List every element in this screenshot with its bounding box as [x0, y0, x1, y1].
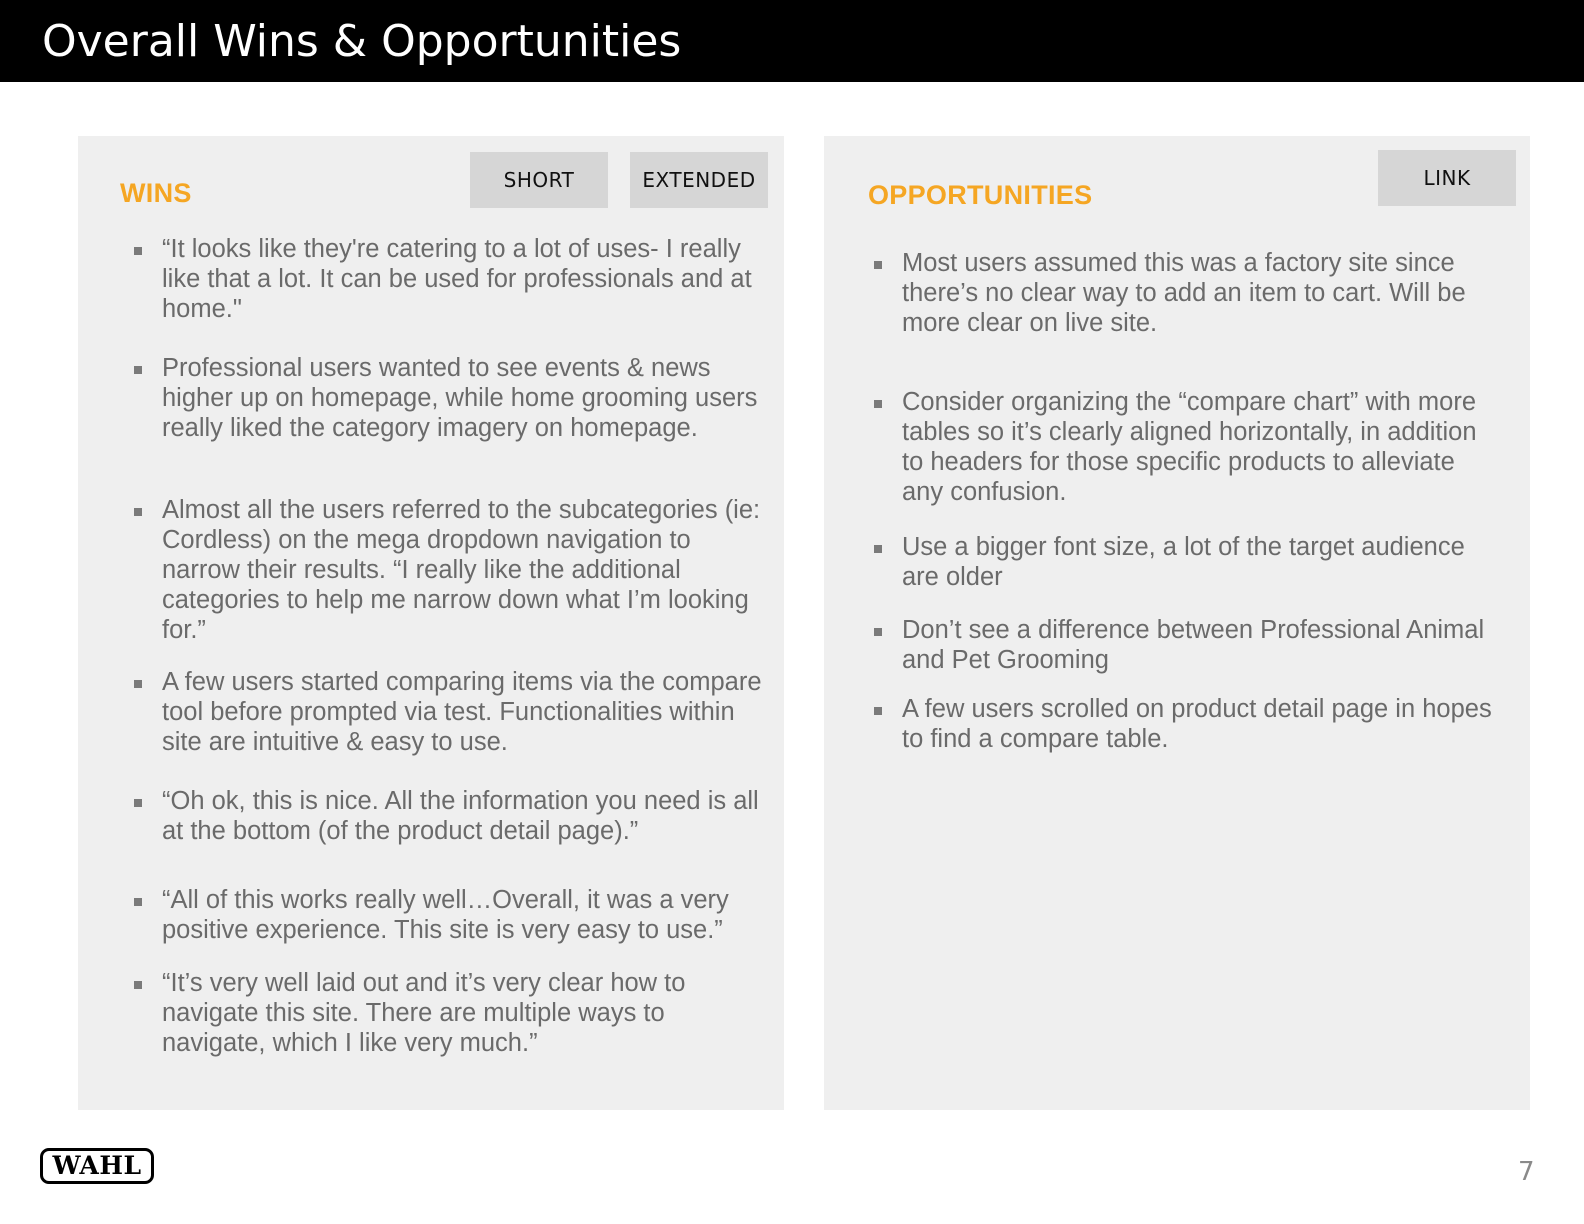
opportunities-item-text: Don’t see a difference between Professional Animal and Pet Grooming	[902, 616, 1485, 674]
wahl-logo	[40, 1148, 154, 1184]
title-bar	[0, 0, 1584, 82]
wins-item-text: Almost all the users referred to the subcategories (ie: Cordless) on the mega dropdown navigation to narrow their results. “I really like the additional categories to help me narrow down what I’m looking for.”	[162, 496, 761, 644]
link-button[interactable]: LINK	[1378, 150, 1516, 206]
square-bullet-icon	[134, 247, 142, 255]
opportunities-item-text: Consider organizing the “compare chart” with more tables so it’s clearly aligned horizontally, in addition to headers for those specific products to alleviate any confusion.	[902, 388, 1477, 506]
square-bullet-icon	[134, 680, 142, 688]
page-title: Overall Wins & Opportunities	[42, 16, 682, 67]
square-bullet-icon	[874, 400, 882, 408]
logo-text: WAHL	[52, 1151, 142, 1180]
square-bullet-icon	[134, 508, 142, 516]
square-bullet-icon	[134, 898, 142, 906]
square-bullet-icon	[134, 799, 142, 807]
wins-heading: WINS	[120, 178, 192, 208]
wins-item-text: “All of this works really well…Overall, it was a very positive experience. This site is very easy to use.”	[162, 886, 729, 944]
page-number: 7	[1518, 1157, 1535, 1187]
opportunities-panel	[824, 136, 1530, 1110]
extended-button[interactable]: EXTENDED	[630, 152, 768, 208]
wins-item-text: “It looks like they're catering to a lot of uses- I really like that a lot. It can be used for professionals and at home."	[162, 235, 752, 323]
wins-item-text: “It’s very well laid out and it’s very clear how to navigate this site. There are multiple ways to navigate, which I like very much.”	[162, 969, 686, 1057]
square-bullet-icon	[874, 628, 882, 636]
square-bullet-icon	[874, 545, 882, 553]
square-bullet-icon	[874, 707, 882, 715]
square-bullet-icon	[134, 366, 142, 374]
square-bullet-icon	[874, 261, 882, 269]
wins-panel	[78, 136, 784, 1110]
wins-item-text: Professional users wanted to see events & news higher up on homepage, while home grooming users really liked the category imagery on homepage.	[162, 354, 758, 442]
opportunities-heading: OPPORTUNITIES	[868, 180, 1093, 210]
opportunities-item-text: Most users assumed this was a factory site since there’s no clear way to add an item to cart. Will be more clear on live site.	[902, 249, 1466, 337]
short-button[interactable]: SHORT	[470, 152, 608, 208]
wins-item-text: “Oh ok, this is nice. All the information you need is all at the bottom (of the product detail page).”	[162, 787, 759, 845]
wins-item-text: A few users started comparing items via the compare tool before prompted via test. Functionalities within site are intuitive & easy to use.	[162, 668, 762, 756]
opportunities-item-text: A few users scrolled on product detail page in hopes to find a compare table.	[902, 695, 1492, 753]
opportunities-item-text: Use a bigger font size, a lot of the target audience are older	[902, 533, 1465, 591]
square-bullet-icon	[134, 981, 142, 989]
